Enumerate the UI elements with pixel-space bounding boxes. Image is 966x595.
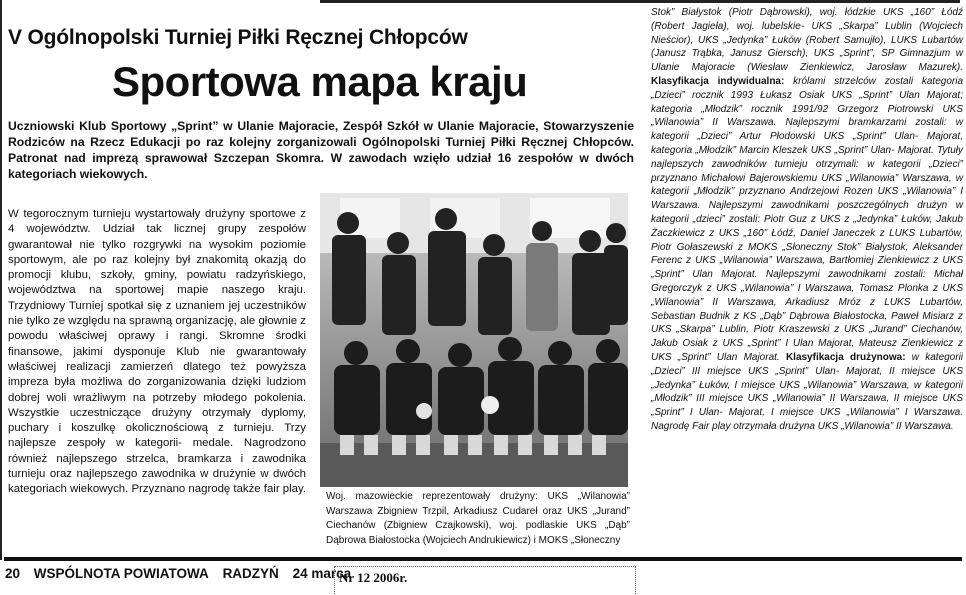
issue-label: Nr 12 2006r.	[334, 566, 636, 594]
page-footer	[5, 566, 361, 581]
page-number: 20	[5, 566, 21, 581]
body-right-part-2: królami strzelców zostali kategoria „Dzieci” rocznik 1993 Łukasz Osiak UKS „Sprint” Ulan Majorat; kategoria „Młodzik” rocznik 1991/92 Grzegorz Piotrowski UKS „Wilanowia” II Warszawa. Najlepszymi bramkarzami zostali: w kategorii „Dzieci” Artur Płodowski UKS „Sprint” Ulan- Majorat, kategoria „Młodzik” Marcin Kleszek UKS „Sprint” Ulan- Majorat. Tytuły najlepszych zawodników turnieju otrzymali: w kategorii „Dzieci” przyznano Michałowi Bajerowskiemu UKS „Wilanowia” Warszawa, w kategorii „Młodzik” przyznano Andrzejowi Rozen UKS „Wilanowia” I Warszawa. Najlepszymi zawodnikami poszczególnych drużyn w kategorii „dzieci” zostali: Piotr Guz z UKS z „Jedynka” Łuków, Jakub Żaczkiewicz z UKS „160” Łódź, Daniel Janeczek z LUKS Lubartów, Piotr Gołaszewski z MOKS „Słoneczny Stok” Białystok, Aleksander Ferenc z UKS „Wilanowia” Warszawa, Bartłomiej Zienkiewicz z UKS „Sprint” Ulan Majorat. Najlepszymi zawodnikami zostali: Michał Gregorczyk z UKS „Wilanowia” I Warszawa, Tomasz Plonka z UKS „Wilanowia” II Warszawa, Arkadiusz Mróz z LUKS Lubartów, Sebastian Budnik z KS „Dąb” Dąbrowa Białostocka, Paweł Misiarz z UKS „Skarpa” Lublin, Piotr Kraszewski z UKS „Jurand” Ciechanów, Jakub Osiak z UKS „Sprint” I Ulan Majorat, Mateusz Zienkiewicz z UKS „Sprint” Ulan Majorat.	[651, 75, 963, 363]
team-photo	[320, 193, 628, 487]
photo-caption: Woj. mazowieckie reprezentowały drużyny: UKS „Wilanowia” Warszawa Zbigniew Trzpil, Arkadiusz Cudareł oraz UKS „Jurand” Ciechanów (Zbigniew Czajkowski), woj. podlaskie UKS „Dąb” Dąbrowa Białostocka (Wojciech Andrukiewicz) i MOKS „Słoneczny	[326, 491, 630, 546]
publication-city: RADZYŃ	[222, 566, 279, 581]
individual-classification-label: Klasyfikacja indywidualna:	[651, 75, 785, 87]
team-classification-label: Klasyfikacja drużynowa:	[785, 351, 906, 363]
article-body-right-column	[651, 6, 963, 434]
publication-name: WSPÓLNOTA POWIATOWA	[33, 566, 209, 581]
left-border-rule	[0, 0, 2, 560]
article-lead: Uczniowski Klub Sportowy „Sprint” w Ulanie Majoracie, Zespół Szkół w Ulanie Majoracie, Stowarzyszenie Rodziców na Rzecz Edukacji po raz kolejny zorganizowali Ogólnopolski Turniej Piłki Ręcznej Chłopców. Patronat nad imprezą sprawował Szczepan Skomra. W zawodach wzięło udział 16 zespołów w dwóch kategoriach wiekowych.	[8, 119, 634, 181]
team-photo-illustration	[320, 193, 628, 487]
top-border-rule	[320, 0, 960, 3]
body-right-part-1: Stok” Białystok (Piotr Dąbrowski), woj. łódzkie UKS „160” Łódź (Robert Jagieła), woj. lubelskie- UKS „Skarpa” Lublin (Wojciech Nieścior), UKS „Jedynka” Łuków (Robert Samujło), LUKS Lubartów (Janusz Trąbka, Janusz Giersch), UKS „Sprint”, SP Gimnazjum w Ulanie Majoracie (Wiesław Zienkiewicz, Jarosław Mazurek).	[651, 7, 963, 74]
footer-rule	[4, 557, 962, 561]
article-kicker: V Ogólnopolski Turniej Piłki Ręcznej Chłopców	[8, 26, 468, 49]
article-headline: Sportowa mapa kraju	[112, 58, 528, 105]
article-body-left-column: W tegorocznym turnieju wystartowały drużyny sportowe z 4 województw. Udział tak licznej grupy zespołów gwarantował nie tylko rozgrywki na wysokim poziomie sportowym, ale po raz kolejny był znakomitą okazją do promocji klubu, szkoły, gminy, powiatu radzyńskiego, województwa na sportowej mapie naszego kraju. Trzydniowy Turniej spotkał się z uznaniem jej uczestników nie tylko ze względu na sprawną organizację, ale głownie z powodu właściwej oprawy i rangi. Skromne środki finansowe, jakimi dysponuje Klub nie gwarantowały właściwej realizacji zamierzeń dlatego też powyższa impreza była możliwa do zorganizowania dzięki ludziom dobrej woli wrażliwym na potrzeby młodego pokolenia. Wszystkie uczestniczące drużyny otrzymały dyplomy, puchary i koszulkę okolicznościową z turnieju. Trzy najlepsze zespoły w kategorii- medale. Nagrodzono również najlepszego strzelca, bramkarza i zawodnika turnieju oraz najlepszego zawodnika w drużynie w dwóch kategoriach wiekowych. Przyznano nagrodę także fair play.	[8, 208, 306, 496]
body-right-part-3: w kategorii „Dzieci” III miejsce UKS „Sprint” Ulan- Majorat, II miejsce UKS „Jedynka” Łuków, I miejsce UKS „Wilanowia” Warszawa, w kategorii „Młodzik” III miejsce UKS „Wilanowia” II Warszawa, II miejsce UKS „Sprint” I Ulan- Majorat, I miejsce UKS „Wilanowia” I Warszawa. Nagrodę Fair play otrzymała drużyna UKS „Wilanowia” II Warszawa.	[651, 351, 964, 432]
publication-date: 24 marca	[292, 566, 352, 581]
